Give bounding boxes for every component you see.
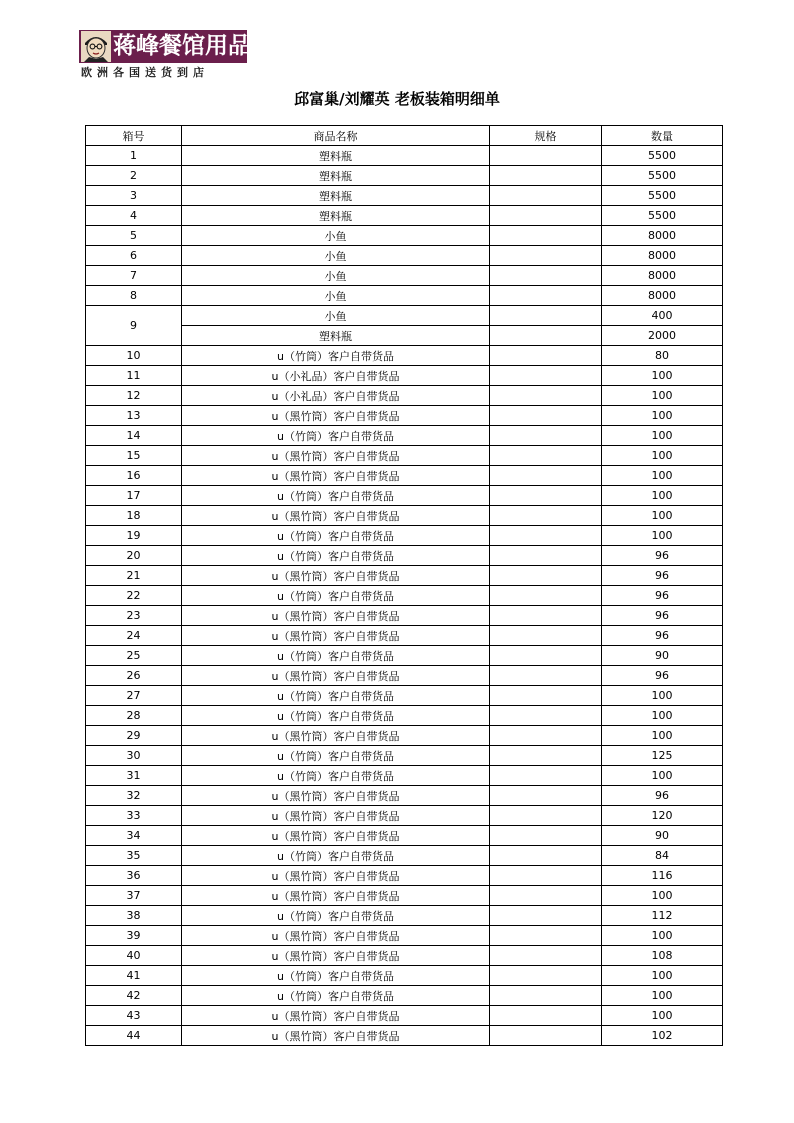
page-title: 邱富巢/刘耀英 老板装箱明细单 [294,90,500,108]
cell-quantity: 100 [602,926,723,946]
table-row [86,846,723,866]
cell-quantity: 100 [602,686,723,706]
cell-quantity: 8000 [602,226,723,246]
cell-box-number: 41 [86,966,182,986]
table-row [86,326,723,346]
cell-product-name: u（黑竹筒）客户自带货品 [182,466,490,486]
cell-product-name: 小鱼 [182,226,490,246]
table-row [86,346,723,366]
cell-box-number: 20 [86,546,182,566]
cell-box-number: 24 [86,626,182,646]
cell-spec [490,746,602,766]
cell-product-name: u（竹筒）客户自带货品 [182,526,490,546]
cell-spec [490,726,602,746]
table-row [86,526,723,546]
cell-quantity: 100 [602,426,723,446]
cell-spec [490,586,602,606]
cell-spec [490,366,602,386]
table-row [86,386,723,406]
cell-spec [490,306,602,326]
cell-spec [490,226,602,246]
table-row [86,926,723,946]
company-logo [79,30,251,79]
cell-quantity: 100 [602,986,723,1006]
table-row [86,966,723,986]
cell-spec [490,906,602,926]
table-row [86,666,723,686]
table-row [86,486,723,506]
header-product-name: 商品名称 [182,126,490,146]
cell-product-name: u（竹筒）客户自带货品 [182,646,490,666]
cell-product-name: u（竹筒）客户自带货品 [182,986,490,1006]
cell-box-number: 25 [86,646,182,666]
table-row [86,686,723,706]
cell-product-name: u（黑竹筒）客户自带货品 [182,626,490,646]
table-row [86,306,723,326]
cell-product-name: u（小礼品）客户自带货品 [182,386,490,406]
cell-spec [490,146,602,166]
cell-product-name: u（黑竹筒）客户自带货品 [182,946,490,966]
table-row [86,506,723,526]
table-row [86,446,723,466]
cell-spec [490,706,602,726]
cell-box-number: 42 [86,986,182,1006]
cell-product-name: u（黑竹筒）客户自带货品 [182,446,490,466]
cell-product-name: 塑料瓶 [182,166,490,186]
cell-box-number: 16 [86,466,182,486]
cell-box-number: 5 [86,226,182,246]
cell-product-name: u（黑竹筒）客户自带货品 [182,806,490,826]
cell-box-number: 26 [86,666,182,686]
cell-box-number: 2 [86,166,182,186]
cell-spec [490,966,602,986]
cell-product-name: 塑料瓶 [182,206,490,226]
table-row [86,766,723,786]
table-row [86,746,723,766]
cell-spec [490,926,602,946]
cell-spec [490,566,602,586]
cell-spec [490,486,602,506]
table-row [86,566,723,586]
cell-product-name: 小鱼 [182,246,490,266]
table-row [86,1026,723,1046]
cell-spec [490,446,602,466]
cell-quantity: 100 [602,766,723,786]
cell-spec [490,406,602,426]
table-row [86,226,723,246]
cell-spec [490,526,602,546]
header-box-number: 箱号 [86,126,182,146]
cell-box-number: 18 [86,506,182,526]
cell-quantity: 96 [602,666,723,686]
cell-product-name: u（黑竹筒）客户自带货品 [182,666,490,686]
cell-box-number: 37 [86,886,182,906]
cell-quantity: 5500 [602,166,723,186]
cell-spec [490,426,602,446]
cell-box-number: 13 [86,406,182,426]
cell-product-name: u（黑竹筒）客户自带货品 [182,566,490,586]
table-row [86,946,723,966]
cell-box-number: 29 [86,726,182,746]
table-row [86,146,723,166]
cell-quantity: 80 [602,346,723,366]
cell-product-name: u（黑竹筒）客户自带货品 [182,726,490,746]
cell-quantity: 100 [602,446,723,466]
cell-box-number: 31 [86,766,182,786]
cell-box-number: 11 [86,366,182,386]
cell-box-number: 27 [86,686,182,706]
cell-box-number: 30 [86,746,182,766]
cell-box-number: 9 [86,306,182,346]
cell-quantity: 102 [602,1026,723,1046]
cell-quantity: 100 [602,966,723,986]
cell-spec [490,466,602,486]
cell-spec [490,806,602,826]
logo-brand-name: 蒋峰餐馆用品 [113,33,251,59]
table-row [86,786,723,806]
cell-quantity: 400 [602,306,723,326]
cell-quantity: 100 [602,466,723,486]
cell-spec [490,686,602,706]
cell-spec [490,506,602,526]
cell-box-number: 12 [86,386,182,406]
cell-spec [490,246,602,266]
cell-spec [490,946,602,966]
cell-quantity: 96 [602,626,723,646]
table-row [86,206,723,226]
cell-quantity: 100 [602,406,723,426]
cell-quantity: 100 [602,366,723,386]
cell-quantity: 100 [602,706,723,726]
table-row [86,366,723,386]
table-row [86,706,723,726]
cell-product-name: 塑料瓶 [182,326,490,346]
cell-quantity: 96 [602,606,723,626]
cell-product-name: u（竹筒）客户自带货品 [182,846,490,866]
cell-spec [490,266,602,286]
table-row [86,726,723,746]
cell-quantity: 84 [602,846,723,866]
cell-spec [490,846,602,866]
cell-quantity: 8000 [602,286,723,306]
cell-quantity: 96 [602,786,723,806]
cell-product-name: u（黑竹筒）客户自带货品 [182,1006,490,1026]
cell-box-number: 10 [86,346,182,366]
cell-product-name: u（黑竹筒）客户自带货品 [182,886,490,906]
table-row [86,586,723,606]
cell-box-number: 40 [86,946,182,966]
cell-box-number: 14 [86,426,182,446]
cell-quantity: 100 [602,726,723,746]
logo-tagline: 欧洲各国送货到店 [81,66,209,79]
cell-product-name: 塑料瓶 [182,186,490,206]
cell-quantity: 96 [602,546,723,566]
cell-box-number: 17 [86,486,182,506]
table-row [86,886,723,906]
cell-quantity: 100 [602,526,723,546]
table-row [86,266,723,286]
cell-product-name: 小鱼 [182,286,490,306]
table-row [86,466,723,486]
table-row [86,806,723,826]
table-row [86,646,723,666]
cell-box-number: 33 [86,806,182,826]
cell-box-number: 6 [86,246,182,266]
cell-product-name: u（竹筒）客户自带货品 [182,426,490,446]
header-spec: 规格 [490,126,602,146]
cell-product-name: u（黑竹筒）客户自带货品 [182,866,490,886]
table-row [86,906,723,926]
cell-spec [490,186,602,206]
logo-banner [79,30,251,63]
cell-box-number: 35 [86,846,182,866]
cell-spec [490,326,602,346]
cell-box-number: 38 [86,906,182,926]
cell-quantity: 100 [602,506,723,526]
cell-product-name: u（竹筒）客户自带货品 [182,346,490,366]
table-row [86,406,723,426]
cell-spec [490,546,602,566]
table-row [86,166,723,186]
cell-quantity: 2000 [602,326,723,346]
cell-product-name: u（竹筒）客户自带货品 [182,906,490,926]
cell-box-number: 34 [86,826,182,846]
cell-spec [490,886,602,906]
table-header-row [86,126,723,146]
cell-box-number: 7 [86,266,182,286]
cell-quantity: 100 [602,486,723,506]
table-row [86,626,723,646]
cell-spec [490,766,602,786]
cell-box-number: 43 [86,1006,182,1026]
cell-box-number: 4 [86,206,182,226]
cell-quantity: 5500 [602,206,723,226]
cell-spec [490,206,602,226]
cell-spec [490,1006,602,1026]
cell-spec [490,606,602,626]
cell-quantity: 120 [602,806,723,826]
cell-spec [490,346,602,366]
cell-box-number: 21 [86,566,182,586]
cell-quantity: 90 [602,826,723,846]
cell-spec [490,286,602,306]
cell-box-number: 8 [86,286,182,306]
cell-quantity: 125 [602,746,723,766]
cell-product-name: 小鱼 [182,306,490,326]
cell-product-name: u（竹筒）客户自带货品 [182,746,490,766]
cell-product-name: u（黑竹筒）客户自带货品 [182,926,490,946]
table-row [86,866,723,886]
cell-product-name: u（竹筒）客户自带货品 [182,546,490,566]
cell-quantity: 112 [602,906,723,926]
cell-product-name: u（黑竹筒）客户自带货品 [182,786,490,806]
cell-product-name: u（黑竹筒）客户自带货品 [182,826,490,846]
cell-box-number: 15 [86,446,182,466]
cell-product-name: u（竹筒）客户自带货品 [182,486,490,506]
cell-box-number: 39 [86,926,182,946]
table-row [86,1006,723,1026]
cell-quantity: 100 [602,1006,723,1026]
table-row [86,826,723,846]
cell-product-name: 塑料瓶 [182,146,490,166]
cell-quantity: 108 [602,946,723,966]
cell-spec [490,826,602,846]
cell-product-name: u（竹筒）客户自带货品 [182,706,490,726]
cell-quantity: 100 [602,886,723,906]
table-row [86,246,723,266]
cell-quantity: 5500 [602,146,723,166]
cell-box-number: 28 [86,706,182,726]
cell-product-name: u（竹筒）客户自带货品 [182,686,490,706]
cell-spec [490,786,602,806]
cell-quantity: 96 [602,566,723,586]
header-quantity: 数量 [602,126,723,146]
cell-box-number: 32 [86,786,182,806]
cell-spec [490,386,602,406]
packing-table [85,125,723,1046]
chef-portrait-icon [81,31,111,62]
cell-quantity: 100 [602,386,723,406]
cell-quantity: 90 [602,646,723,666]
cell-quantity: 5500 [602,186,723,206]
cell-quantity: 96 [602,586,723,606]
cell-spec [490,1026,602,1046]
cell-spec [490,626,602,646]
cell-spec [490,866,602,886]
table-row [86,286,723,306]
cell-box-number: 44 [86,1026,182,1046]
table-row [86,186,723,206]
cell-box-number: 23 [86,606,182,626]
cell-product-name: u（竹筒）客户自带货品 [182,586,490,606]
table-row [86,546,723,566]
cell-product-name: u（黑竹筒）客户自带货品 [182,1026,490,1046]
cell-spec [490,646,602,666]
cell-product-name: u（竹筒）客户自带货品 [182,766,490,786]
table-row [86,426,723,446]
cell-box-number: 22 [86,586,182,606]
cell-box-number: 1 [86,146,182,166]
cell-quantity: 8000 [602,246,723,266]
cell-quantity: 116 [602,866,723,886]
cell-spec [490,166,602,186]
cell-box-number: 36 [86,866,182,886]
cell-product-name: u（黑竹筒）客户自带货品 [182,606,490,626]
cell-product-name: u（小礼品）客户自带货品 [182,366,490,386]
cell-quantity: 8000 [602,266,723,286]
table-body [86,146,723,1046]
cell-box-number: 3 [86,186,182,206]
cell-box-number: 19 [86,526,182,546]
cell-product-name: u（黑竹筒）客户自带货品 [182,406,490,426]
cell-product-name: u（黑竹筒）客户自带货品 [182,506,490,526]
table-row [86,986,723,1006]
cell-spec [490,666,602,686]
cell-product-name: u（竹筒）客户自带货品 [182,966,490,986]
table-row [86,606,723,626]
cell-spec [490,986,602,1006]
cell-product-name: 小鱼 [182,266,490,286]
